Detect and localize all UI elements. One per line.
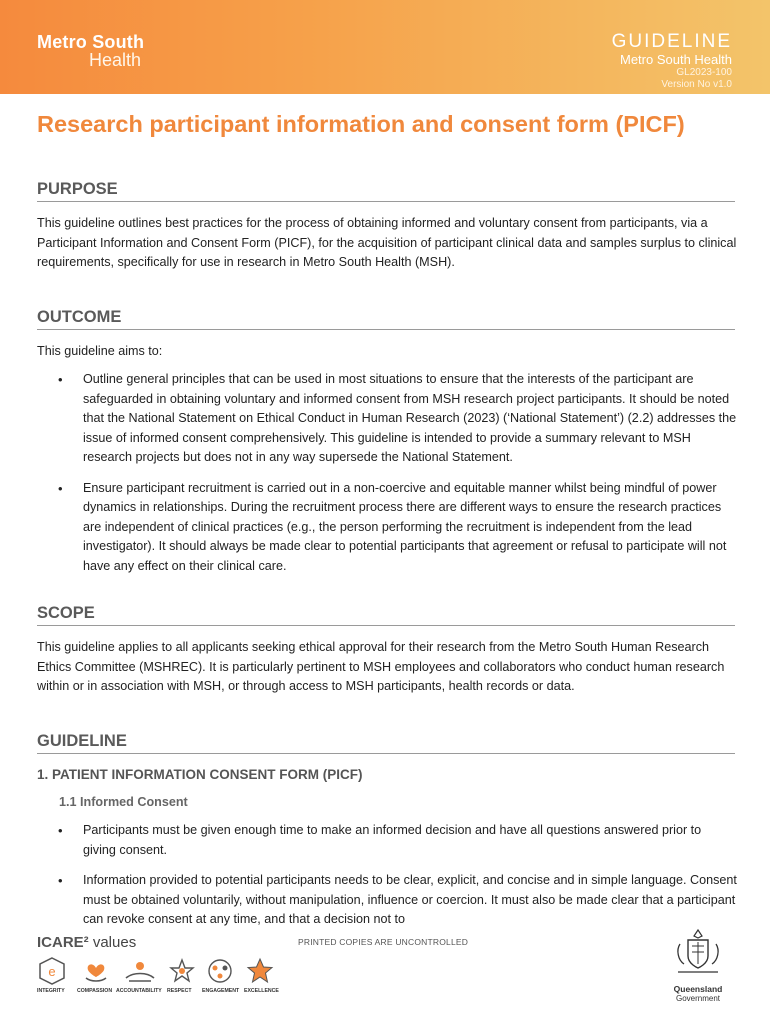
list-item: • Ensure participant recruitment is carried out in a non-coercive and equitable manner whilst being mindful of power dynamics in relationships. During the recruitment process there are different ways to ensure the research practices are independent of clinical practices (e.g., the person performing the recruitment is independent from the lead investigator). It should always be made clear to potential participants that agreement or refusal to participate will not have any effect on their clinical care. [37,479,737,577]
scope-text: This guideline applies to all applicants seeking ethical approval for their research from the Metro South Human Research Ethics Committee (MSHREC). It is particularly pertinent to MSH employees and collaborators who conduct human research within or in association with MSH, or through access to MSH participants, health records or data. [37,640,725,693]
crest-icon [670,926,726,978]
icare-title: ICARE² [37,934,89,951]
doc-version: Version No v1.0 [661,79,732,90]
icare-suffix: values [88,934,137,951]
page-header [0,0,770,94]
header-org: Metro South Health [619,52,732,67]
excellence-icon [245,956,275,986]
purpose-text: This guideline outlines best practices for the process of obtaining informed and voluntary consent from participants, via a Participant Information and Consent Form (PICF), for the acquisition of participant clinical data and samples surplus to clinical requirements, specifically for use in research in Metro South Health (MSH). [37,216,737,269]
logo-line-2: Health [89,50,142,70]
doc-type: GUIDELINE [611,31,732,52]
msh-logo [37,33,144,69]
svg-text:e: e [48,964,56,979]
engagement-icon [205,956,235,986]
outcome-intro: This guideline aims to: [37,344,163,358]
doc-code: GL2023-100 [676,67,732,78]
list-item: • Outline general principles that can be used in most situations to ensure that the interests of the participant are safeguarded in obtaining voluntary and informed consent from MSH research project participants. It should be noted that the National Statement on Ethical Conduct in Human Research (2023) (‘National Statement’) (2.2) addresses the issue of informed consent comprehensively. This guideline is intended to provide a summary relevant to MSH research projects but does not in any way supersede the National Statement. [37,370,737,468]
qld-line-1: Queensland [673,984,723,994]
value-label: RESPECT [167,988,192,994]
value-label: ENGAGEMENT [202,988,240,994]
accountability-icon [123,956,157,986]
header-doc-info [612,32,732,91]
logo-line-1: Metro South [37,32,145,52]
printed-copies-note: PRINTED COPIES ARE UNCONTROLLED [298,937,469,947]
list-item: • Information provided to potential participants needs to be clear, explicit, and concise and in simple language. Consent must be obtained voluntarily, without manipulation, influence or coercion. It must also be made clear that a participant can revoke consent at any time, and that a decision not to [37,871,737,930]
outcome-heading: OUTCOME [37,306,735,330]
value-label: COMPASSION [77,988,113,994]
guideline-heading: GUIDELINE [37,730,735,754]
icare-values-logo [37,934,136,952]
purpose-heading: PURPOSE [37,178,735,202]
subsection-1-1-heading: 1.1 Informed Consent [59,795,188,809]
outcome-list [37,370,737,587]
informed-consent-list [37,821,737,941]
integrity-icon [37,956,67,986]
page-title: Research participant information and consent form (PICF) [37,111,685,137]
respect-icon [167,956,197,986]
value-label: INTEGRITY [37,988,65,994]
section-1-heading: 1. PATIENT INFORMATION CONSENT FORM (PICF) [37,767,363,782]
value-label: EXCELLENCE [244,988,279,994]
scope-heading: SCOPE [37,602,735,626]
qld-line-2: Government [675,994,721,1003]
values-icons [37,956,287,1000]
list-item: • Participants must be given enough time to make an informed decision and have all questions answered prior to giving consent. [37,821,737,860]
queensland-government-logo [664,926,732,1006]
value-label: ACCOUNTABILITY [116,988,162,994]
compassion-icon [81,956,111,986]
